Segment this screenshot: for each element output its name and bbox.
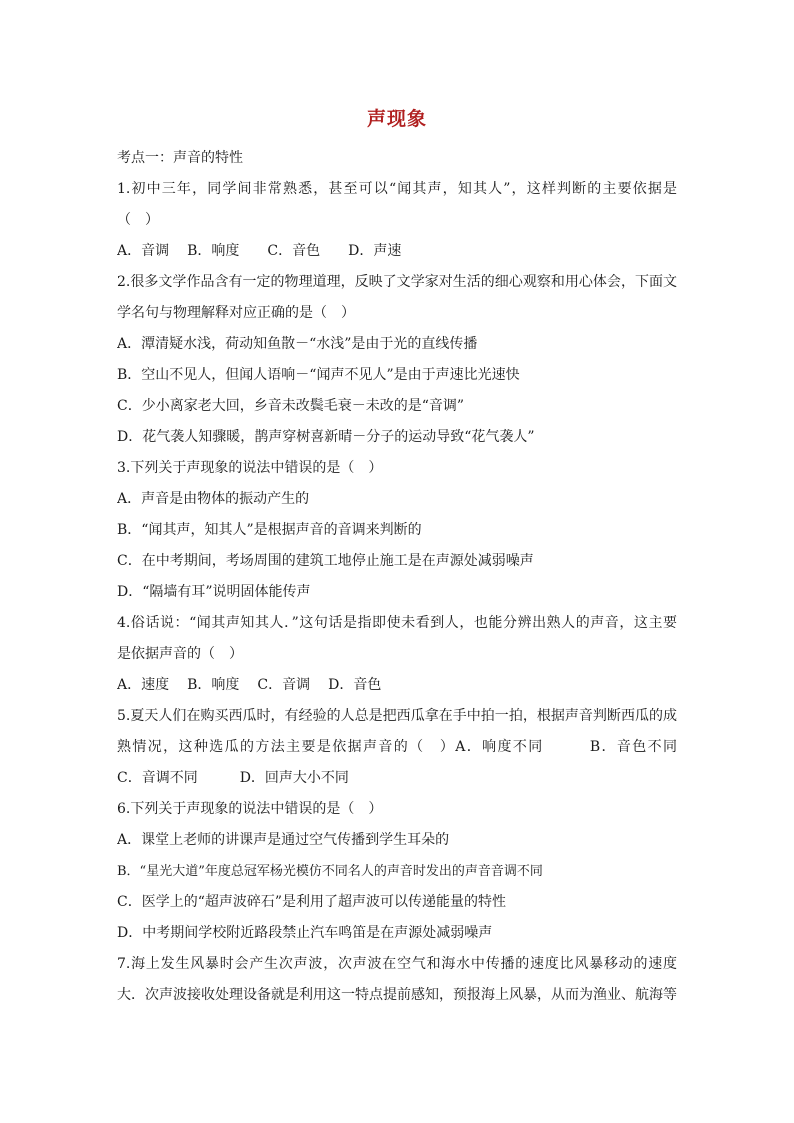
content-body: [117, 143, 677, 1011]
question-2-stem-cont: 学名句与物理解释对应正确的是（ ）: [117, 305, 355, 321]
question-6-option-b: B．“星光大道”年度总冠军杨光模仿不同名人的声音时发出的声音音调不同: [117, 864, 543, 879]
question-2-option-a: A．潭清疑水浅，荷动知鱼散－“水浅”是由于光的直线传播: [117, 336, 478, 352]
question-3-option-b: B．“闻其声，知其人”是根据声音的音调来判断的: [117, 522, 422, 538]
question-4-options: [117, 670, 677, 701]
question-5-stem: 5.夏天人们在购买西瓜时，有经验的人总是把西瓜拿在手中拍一拍，根据声音判断西瓜的成: [117, 708, 677, 724]
question-3-option-d: D．“隔墙有耳”说明固体能传声: [117, 584, 311, 600]
question-1-stem-cont: （ ）: [117, 212, 159, 228]
question-4-stem-cont: 是依据声音的（ ）: [117, 646, 243, 662]
option-d: D．音色: [328, 677, 382, 693]
question-6-option-c: C．医学上的“超声波碎石”是利用了超声波可以传递能量的特性: [117, 894, 507, 910]
option-a: A．音调: [117, 243, 170, 259]
question-3-option-a: A．声音是由物体的振动产生的: [117, 491, 310, 507]
option-d: D．声速: [348, 243, 402, 259]
question-5-stem-cont: 熟情况，这种选瓜的方法主要是依据声音的（ ）A．响度不同 B．音色不同: [117, 739, 677, 755]
question-1-options: [117, 236, 677, 267]
section-heading: 考点一：声音的特性: [117, 150, 243, 166]
option-c: C．音调: [257, 677, 311, 693]
question-6-option-a: A．课堂上老师的讲课声是通过空气传播到学生耳朵的: [117, 832, 450, 848]
question-2-option-d: D．花气袭人知骤暖，鹊声穿树喜新晴－分子的运动导致“花气袭人”: [117, 429, 535, 445]
question-5-options: C．音调不同 D．回声大小不同: [117, 770, 349, 786]
question-7-stem-cont: 大．次声波接收处理设备就是利用这一特点提前感知，预报海上风暴，从而为渔业、航海等: [117, 987, 677, 1003]
question-2-option-c: C．少小离家老大回，乡音未改鬓毛衰－未改的是“音调”: [117, 398, 465, 414]
option-b: B．响度: [187, 243, 240, 259]
question-3-stem: 3.下列关于声现象的说法中错误的是（ ）: [117, 460, 383, 476]
question-2-option-b: B．空山不见人，但闻人语响－“闻声不见人”是由于声速比光速快: [117, 367, 520, 383]
question-6-stem: 6.下列关于声现象的说法中错误的是（ ）: [117, 801, 383, 817]
question-4-stem: 4.俗话说：“闻其声知其人．”这句话是指即使未看到人，也能分辨出熟人的声音，这主要: [117, 615, 677, 631]
question-2-stem: 2.很多文学作品含有一定的物理道理，反映了文学家对生活的细心观察和用心体会，下面文: [117, 274, 677, 290]
option-a: A．速度: [117, 677, 170, 693]
question-1-stem: 1.初中三年，同学间非常熟悉，甚至可以“闻其声，知其人”，这样判断的主要依据是: [117, 181, 677, 197]
option-c: C．音色: [267, 243, 321, 259]
question-7-stem: 7.海上发生风暴时会产生次声波，次声波在空气和海水中传播的速度比风暴移动的速度: [117, 956, 677, 972]
question-6-option-d: D．中考期间学校附近路段禁止汽车鸣笛是在声源处减弱噪声: [117, 925, 493, 941]
question-3-option-c: C．在中考期间，考场周围的建筑工地停止施工是在声源处减弱噪声: [117, 553, 534, 569]
page-title: 声现象: [366, 108, 427, 130]
option-b: B．响度: [187, 677, 240, 693]
